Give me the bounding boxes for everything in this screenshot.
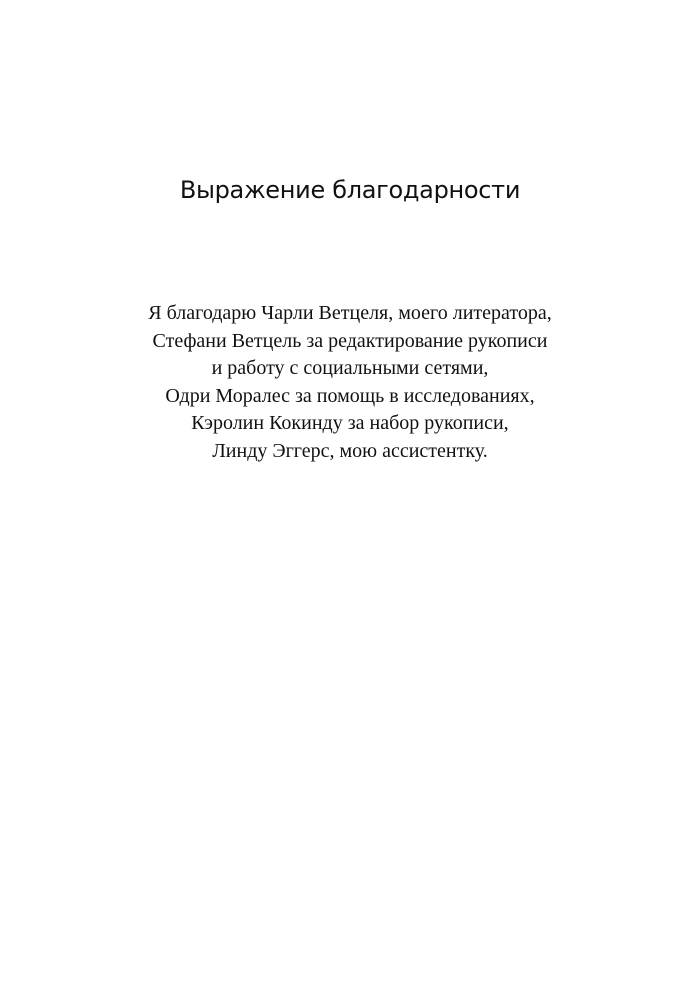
acknowledgement-line: Кэролин Кокинду за набор рукописи, [191,412,509,434]
acknowledgement-line: Стефани Ветцель за редактирование рукописи [152,329,548,352]
acknowledgements-text [0,300,700,465]
acknowledgement-line: Одри Моралес за помощь в исследованиях, [165,384,535,407]
acknowledgement-line: и работу с социальными сетями, [211,357,489,379]
page-title: Выражение благодарности [179,176,521,204]
acknowledgement-line: Линду Эггерс, мою ассистентку. [212,439,488,462]
acknowledgement-line: Я благодарю Чарли Ветцеля, моего литератора, [148,302,552,324]
